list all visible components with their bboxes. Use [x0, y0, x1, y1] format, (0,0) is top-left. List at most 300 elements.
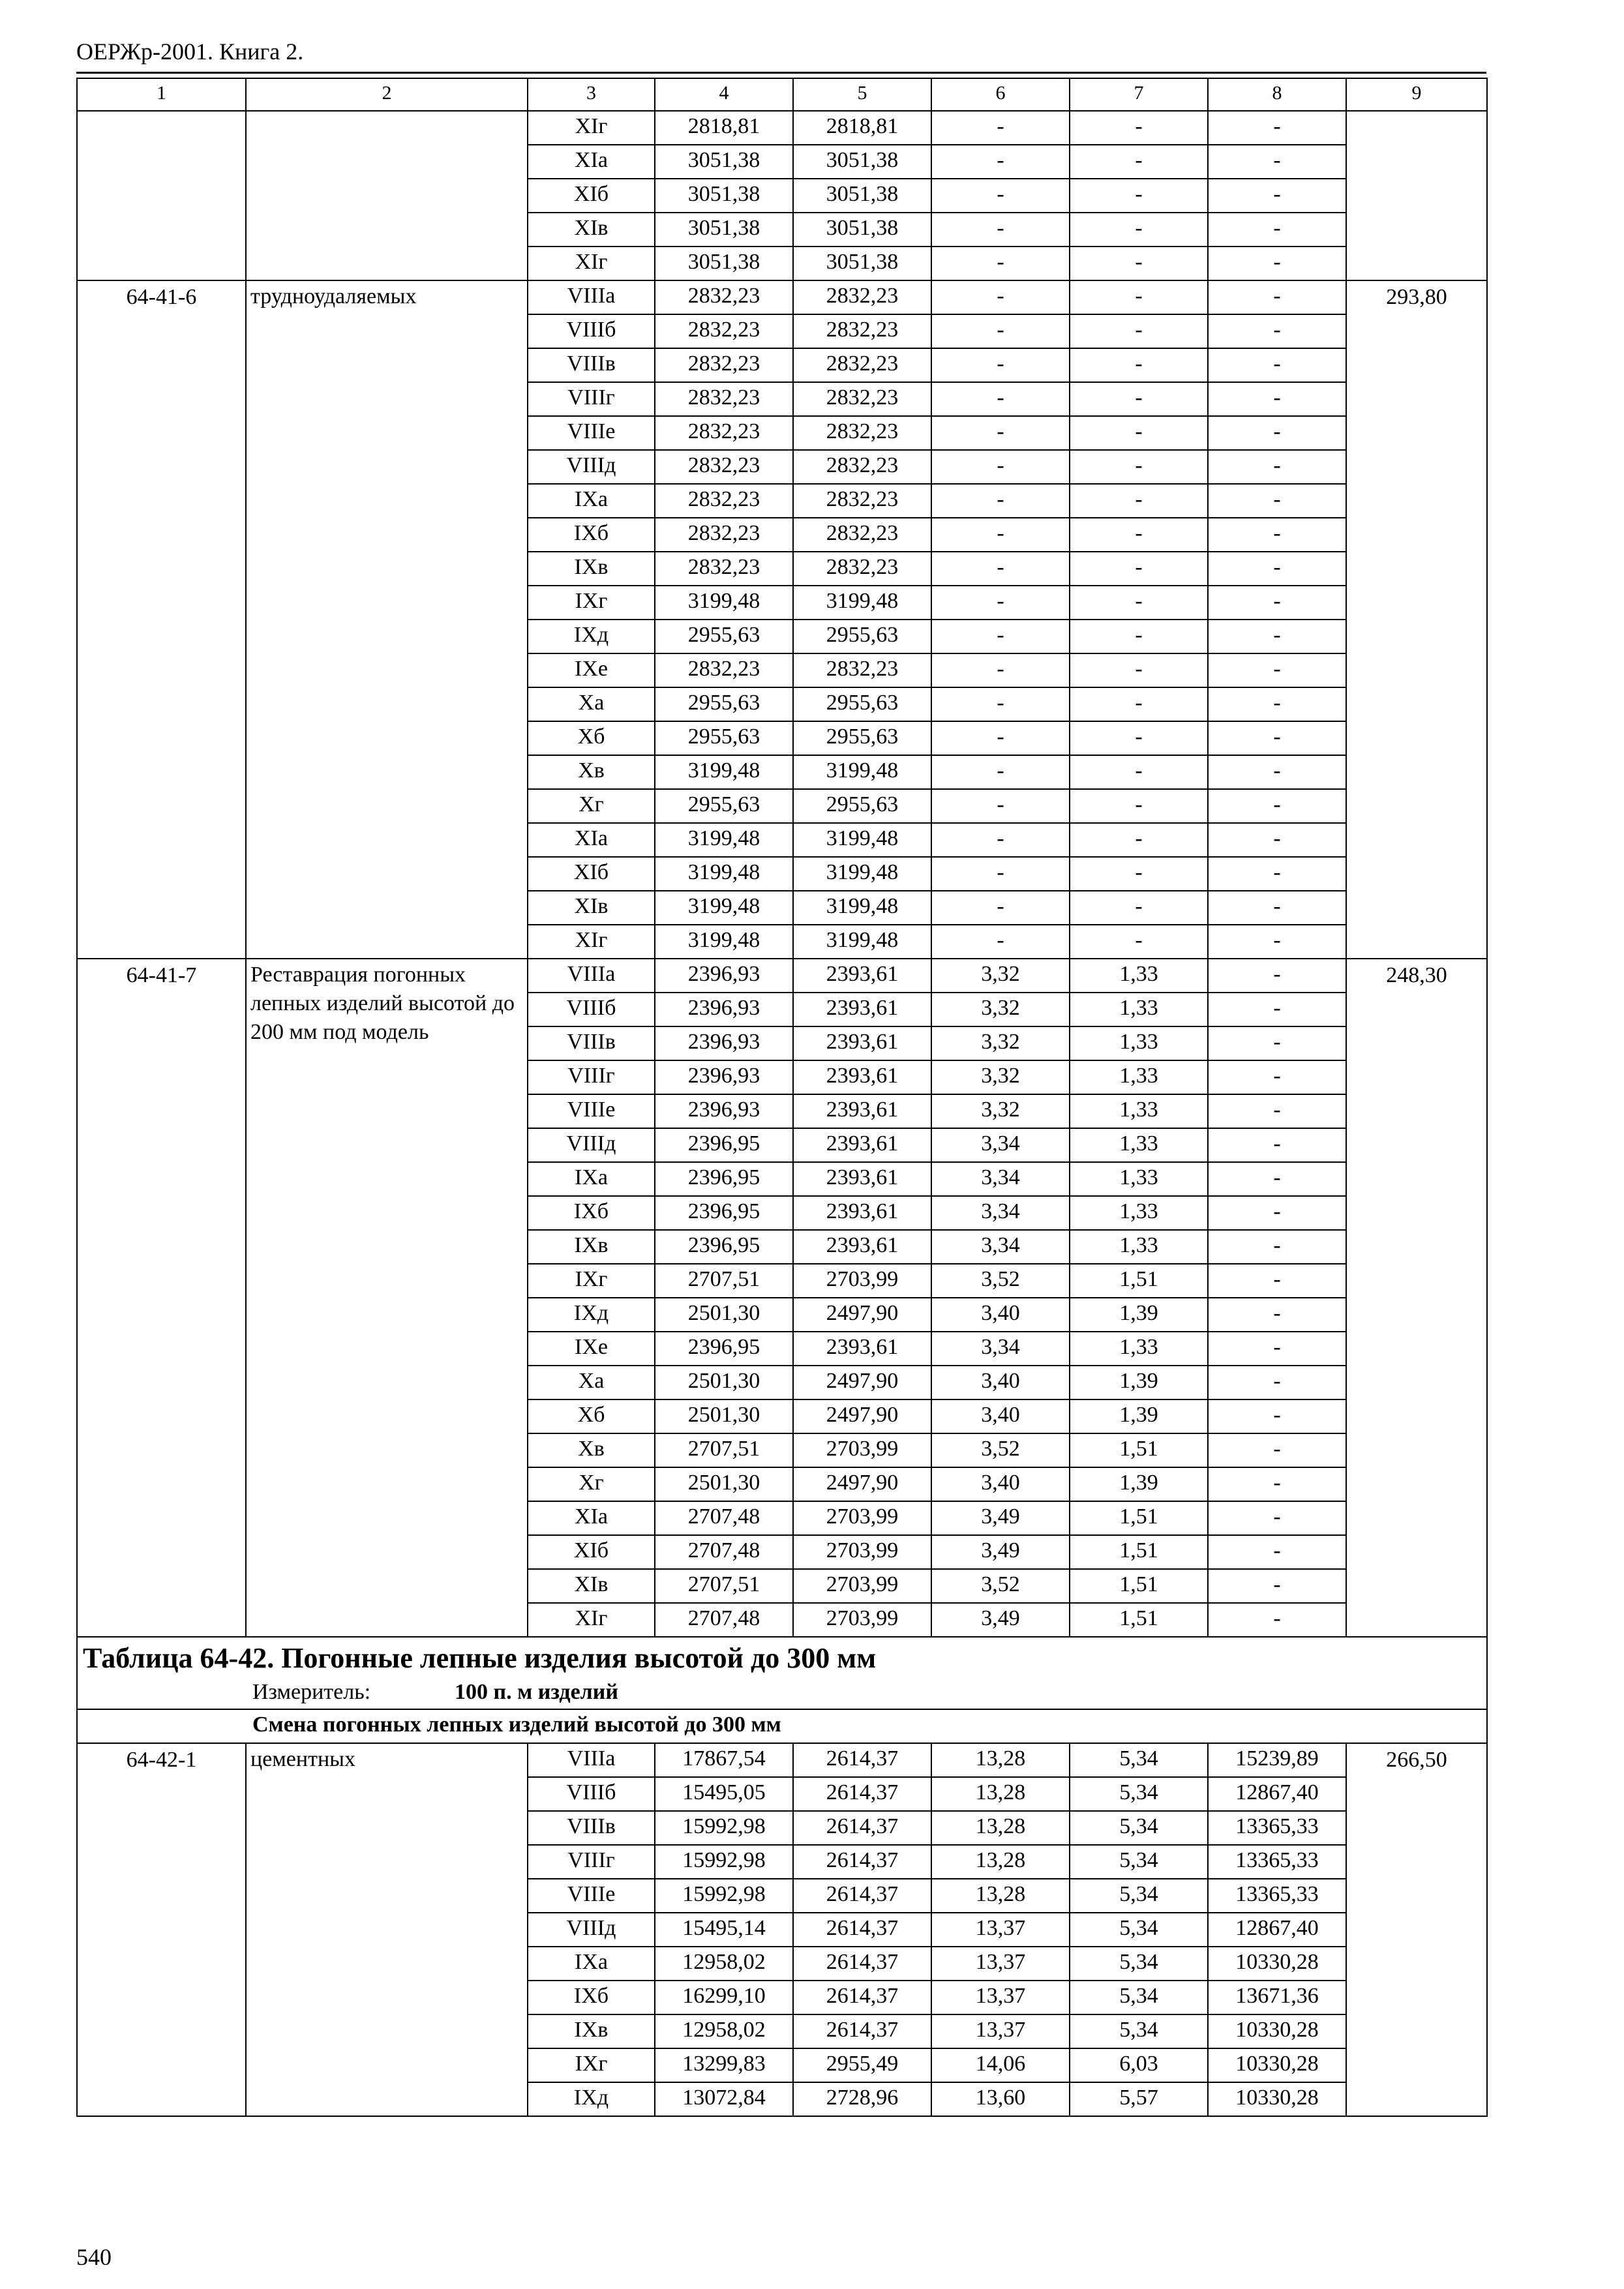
value-cell: 2393,61 — [793, 1026, 931, 1060]
region-cell: Xа — [528, 1366, 655, 1399]
value-cell: 3,49 — [931, 1501, 1070, 1535]
value-cell: 6,03 — [1070, 2048, 1208, 2082]
region-cell: XIа — [528, 823, 655, 857]
value-cell: 2832,23 — [793, 518, 931, 552]
region-cell: VIIIа — [528, 280, 655, 314]
value-cell: 2703,99 — [793, 1603, 931, 1637]
value-cell: 13365,33 — [1208, 1845, 1346, 1879]
column-number: 8 — [1208, 78, 1346, 111]
value-cell: - — [931, 111, 1070, 145]
work-name — [246, 111, 528, 280]
value-cell: - — [1070, 247, 1208, 280]
value-cell: 2501,30 — [655, 1366, 793, 1399]
value-cell: - — [1208, 620, 1346, 653]
value-cell: 2497,90 — [793, 1467, 931, 1501]
value-cell: - — [931, 823, 1070, 857]
value-cell: 3,49 — [931, 1535, 1070, 1569]
value-cell: - — [931, 755, 1070, 789]
value-cell: - — [931, 620, 1070, 653]
value-cell: 2501,30 — [655, 1298, 793, 1332]
value-cell: 2707,51 — [655, 1264, 793, 1298]
value-cell: - — [1208, 1094, 1346, 1128]
region-cell: Xа — [528, 687, 655, 721]
value-cell: - — [931, 348, 1070, 382]
value-cell: 13,37 — [931, 1913, 1070, 1947]
region-cell: VIIIа — [528, 959, 655, 993]
value-cell: - — [1208, 1230, 1346, 1264]
value-cell: 3,32 — [931, 1094, 1070, 1128]
region-cell: IXг — [528, 586, 655, 620]
value-cell: 12958,02 — [655, 2014, 793, 2048]
region-cell: Xв — [528, 1433, 655, 1467]
value-cell: - — [931, 450, 1070, 484]
value-cell: 3199,48 — [655, 823, 793, 857]
value-cell: 13072,84 — [655, 2082, 793, 2116]
value-cell: - — [931, 687, 1070, 721]
value-cell: 2393,61 — [793, 1196, 931, 1230]
value-cell: 1,39 — [1070, 1298, 1208, 1332]
value-cell: 2614,37 — [793, 1811, 931, 1845]
value-cell: 2832,23 — [655, 280, 793, 314]
value-cell: - — [1070, 721, 1208, 755]
value-cell: 3051,38 — [793, 213, 931, 247]
value-cell: 2614,37 — [793, 1777, 931, 1811]
value-cell: 13299,83 — [655, 2048, 793, 2082]
value-cell: 2832,23 — [793, 653, 931, 687]
value-cell: 5,34 — [1070, 1947, 1208, 1981]
value-cell: 3051,38 — [655, 145, 793, 179]
value-cell: - — [1208, 789, 1346, 823]
value-cell: 3,34 — [931, 1230, 1070, 1264]
region-cell: VIIIв — [528, 1811, 655, 1845]
value-cell: 2396,95 — [655, 1162, 793, 1196]
labor-cost — [1346, 111, 1487, 280]
value-cell: 15495,14 — [655, 1913, 793, 1947]
value-cell: 2832,23 — [655, 518, 793, 552]
labor-cost: 266,50 — [1346, 1743, 1487, 2116]
value-cell: 13,60 — [931, 2082, 1070, 2116]
value-cell: 2818,81 — [655, 111, 793, 145]
value-cell: 13365,33 — [1208, 1879, 1346, 1913]
value-cell: - — [1208, 1501, 1346, 1535]
value-cell: 2832,23 — [655, 416, 793, 450]
value-cell: - — [1070, 653, 1208, 687]
value-cell: 2393,61 — [793, 1128, 931, 1162]
value-cell: 2393,61 — [793, 993, 931, 1026]
value-cell: 13,37 — [931, 1981, 1070, 2014]
value-cell: 2501,30 — [655, 1399, 793, 1433]
region-cell: IXа — [528, 484, 655, 518]
region-cell: IXд — [528, 1298, 655, 1332]
table-title-cell — [77, 1637, 1487, 1709]
region-cell: VIIIа — [528, 1743, 655, 1777]
value-cell: 3,32 — [931, 993, 1070, 1026]
value-cell: 2707,48 — [655, 1535, 793, 1569]
region-cell: IXв — [528, 2014, 655, 2048]
value-cell: - — [1208, 823, 1346, 857]
value-cell: 2955,63 — [655, 687, 793, 721]
value-cell: 1,51 — [1070, 1535, 1208, 1569]
region-cell: IXб — [528, 518, 655, 552]
value-cell: - — [1070, 213, 1208, 247]
value-cell: - — [1208, 213, 1346, 247]
value-cell: 2707,51 — [655, 1569, 793, 1603]
value-cell: - — [1070, 416, 1208, 450]
value-cell: 2832,23 — [793, 416, 931, 450]
value-cell: - — [1208, 145, 1346, 179]
value-cell: 13,37 — [931, 2014, 1070, 2048]
value-cell: 5,34 — [1070, 1981, 1208, 2014]
value-cell: - — [1208, 518, 1346, 552]
value-cell: 2832,23 — [793, 382, 931, 416]
value-cell: 1,51 — [1070, 1603, 1208, 1637]
value-cell: 1,39 — [1070, 1399, 1208, 1433]
value-cell: 2703,99 — [793, 1264, 931, 1298]
value-cell: 2501,30 — [655, 1467, 793, 1501]
value-cell: 2955,63 — [793, 789, 931, 823]
region-cell: IXв — [528, 552, 655, 586]
column-number-row — [77, 78, 1487, 111]
value-cell: 3,32 — [931, 1060, 1070, 1094]
value-cell: 3,40 — [931, 1298, 1070, 1332]
region-cell: IXб — [528, 1981, 655, 2014]
value-cell: 3199,48 — [655, 925, 793, 959]
work-name: трудноудаляемых — [246, 280, 528, 959]
value-cell: 3051,38 — [655, 213, 793, 247]
value-cell: - — [1070, 857, 1208, 891]
work-name: цементных — [246, 1743, 528, 2116]
region-cell: XIа — [528, 145, 655, 179]
value-cell: 2832,23 — [655, 348, 793, 382]
value-cell: - — [1208, 1535, 1346, 1569]
value-cell: - — [931, 314, 1070, 348]
value-cell: - — [1070, 280, 1208, 314]
value-cell: - — [1070, 755, 1208, 789]
column-number: 7 — [1070, 78, 1208, 111]
value-cell: 2832,23 — [793, 348, 931, 382]
value-cell: 2832,23 — [793, 552, 931, 586]
value-cell: - — [1070, 484, 1208, 518]
region-cell: IXа — [528, 1162, 655, 1196]
value-cell: - — [1208, 1128, 1346, 1162]
value-cell: 3199,48 — [793, 857, 931, 891]
value-cell: 2396,93 — [655, 993, 793, 1026]
value-cell: 13365,33 — [1208, 1811, 1346, 1845]
value-cell: 12958,02 — [655, 1947, 793, 1981]
value-cell: 12867,40 — [1208, 1777, 1346, 1811]
value-cell: - — [1208, 1467, 1346, 1501]
value-cell: 1,51 — [1070, 1569, 1208, 1603]
value-cell: - — [931, 247, 1070, 280]
labor-cost: 293,80 — [1346, 280, 1487, 959]
value-cell: - — [1208, 1060, 1346, 1094]
region-cell: Xв — [528, 755, 655, 789]
region-cell: IXб — [528, 1196, 655, 1230]
value-cell: 5,34 — [1070, 1811, 1208, 1845]
rate-code: 64-41-6 — [77, 280, 246, 959]
region-cell: IXе — [528, 653, 655, 687]
value-cell: 13,37 — [931, 1947, 1070, 1981]
value-cell: - — [1208, 925, 1346, 959]
value-cell: - — [931, 280, 1070, 314]
value-cell: 13,28 — [931, 1879, 1070, 1913]
value-cell: - — [1070, 348, 1208, 382]
region-cell: IXд — [528, 2082, 655, 2116]
value-cell: - — [1208, 755, 1346, 789]
region-cell: VIIIб — [528, 314, 655, 348]
value-cell: 3,32 — [931, 1026, 1070, 1060]
value-cell: - — [1070, 382, 1208, 416]
value-cell: 2497,90 — [793, 1399, 931, 1433]
value-cell: - — [1070, 925, 1208, 959]
value-cell: - — [931, 721, 1070, 755]
value-cell: 2614,37 — [793, 1879, 931, 1913]
value-cell: - — [931, 416, 1070, 450]
column-number: 3 — [528, 78, 655, 111]
value-cell: 1,33 — [1070, 1230, 1208, 1264]
value-cell: 1,51 — [1070, 1501, 1208, 1535]
value-cell: 3,32 — [931, 959, 1070, 993]
value-cell: 1,33 — [1070, 1094, 1208, 1128]
value-cell: 2703,99 — [793, 1433, 931, 1467]
value-cell: 2832,23 — [793, 450, 931, 484]
value-cell: 5,34 — [1070, 1743, 1208, 1777]
region-cell: VIIIе — [528, 1094, 655, 1128]
value-cell: 15992,98 — [655, 1879, 793, 1913]
value-cell: 2393,61 — [793, 1230, 931, 1264]
value-cell: 3199,48 — [793, 891, 931, 925]
value-cell: 2955,63 — [793, 620, 931, 653]
value-cell: 15992,98 — [655, 1811, 793, 1845]
labor-cost: 248,30 — [1346, 959, 1487, 1637]
value-cell: - — [931, 484, 1070, 518]
value-cell: 2614,37 — [793, 1845, 931, 1879]
region-cell: IXв — [528, 1230, 655, 1264]
table-row — [77, 280, 1487, 314]
value-cell: - — [1070, 789, 1208, 823]
value-cell: 3,34 — [931, 1332, 1070, 1366]
value-cell: 17867,54 — [655, 1743, 793, 1777]
value-cell: 3199,48 — [655, 755, 793, 789]
value-cell: 3199,48 — [793, 823, 931, 857]
measure-line — [83, 1680, 1481, 1709]
running-header: ОЕРЖр-2001. Книга 2. — [76, 38, 304, 65]
value-cell: 3,40 — [931, 1467, 1070, 1501]
value-cell: 3199,48 — [655, 586, 793, 620]
value-cell: 2393,61 — [793, 1094, 931, 1128]
value-cell: - — [931, 857, 1070, 891]
value-cell: 5,34 — [1070, 1845, 1208, 1879]
region-cell: VIIIе — [528, 1879, 655, 1913]
value-cell: - — [1070, 687, 1208, 721]
value-cell: - — [1208, 687, 1346, 721]
region-cell: XIб — [528, 1535, 655, 1569]
value-cell: - — [1208, 179, 1346, 213]
value-cell: - — [1070, 552, 1208, 586]
value-cell: 2832,23 — [655, 552, 793, 586]
value-cell: 2497,90 — [793, 1366, 931, 1399]
region-cell: VIIIг — [528, 1845, 655, 1879]
value-cell: 2832,23 — [793, 314, 931, 348]
value-cell: 2703,99 — [793, 1501, 931, 1535]
value-cell: - — [931, 179, 1070, 213]
table-row — [77, 1743, 1487, 1777]
value-cell: - — [931, 586, 1070, 620]
value-cell: 3,34 — [931, 1162, 1070, 1196]
value-cell: - — [931, 789, 1070, 823]
value-cell: 13,28 — [931, 1845, 1070, 1879]
value-cell: - — [1208, 586, 1346, 620]
value-cell: 3199,48 — [655, 891, 793, 925]
value-cell: 1,33 — [1070, 1162, 1208, 1196]
table-row — [77, 111, 1487, 145]
value-cell: 13,28 — [931, 1743, 1070, 1777]
region-cell: XIг — [528, 247, 655, 280]
value-cell: 5,34 — [1070, 1777, 1208, 1811]
value-cell: - — [1208, 959, 1346, 993]
table-row — [77, 959, 1487, 993]
region-cell: Xб — [528, 721, 655, 755]
value-cell: 2955,63 — [655, 620, 793, 653]
value-cell: 2396,93 — [655, 1026, 793, 1060]
value-cell: 2396,95 — [655, 1196, 793, 1230]
value-cell: 2707,48 — [655, 1501, 793, 1535]
region-cell: VIIIе — [528, 416, 655, 450]
region-cell: XIб — [528, 857, 655, 891]
region-cell: XIв — [528, 891, 655, 925]
region-cell: VIIIб — [528, 1777, 655, 1811]
rate-code: 64-41-7 — [77, 959, 246, 1637]
value-cell: 2614,37 — [793, 2014, 931, 2048]
region-cell: VIIIг — [528, 382, 655, 416]
value-cell: - — [1070, 145, 1208, 179]
value-cell: 3051,38 — [655, 179, 793, 213]
value-cell: - — [931, 213, 1070, 247]
value-cell: 5,57 — [1070, 2082, 1208, 2116]
value-cell: 2614,37 — [793, 1947, 931, 1981]
value-cell: 3051,38 — [793, 145, 931, 179]
region-cell: XIв — [528, 1569, 655, 1603]
value-cell: 3199,48 — [655, 857, 793, 891]
value-cell: - — [1208, 450, 1346, 484]
value-cell: - — [1208, 1569, 1346, 1603]
value-cell: 16299,10 — [655, 1981, 793, 2014]
region-cell: Xг — [528, 789, 655, 823]
region-cell: VIIIг — [528, 1060, 655, 1094]
section-title: Смена погонных лепных изделий высотой до 300 мм — [77, 1709, 1487, 1743]
value-cell: 2832,23 — [655, 653, 793, 687]
region-cell: Xг — [528, 1467, 655, 1501]
value-cell: 2955,63 — [793, 687, 931, 721]
value-cell: - — [1208, 1162, 1346, 1196]
value-cell: 2614,37 — [793, 1981, 931, 2014]
value-cell: 12867,40 — [1208, 1913, 1346, 1947]
value-cell: 2832,23 — [655, 382, 793, 416]
region-cell: VIIIб — [528, 993, 655, 1026]
column-number: 5 — [793, 78, 931, 111]
region-cell: IXг — [528, 2048, 655, 2082]
value-cell: - — [1208, 721, 1346, 755]
value-cell: - — [1208, 1433, 1346, 1467]
value-cell: - — [1070, 314, 1208, 348]
value-cell: - — [1208, 993, 1346, 1026]
value-cell: 2955,63 — [793, 721, 931, 755]
region-cell: VIIIд — [528, 450, 655, 484]
value-cell: 2393,61 — [793, 1332, 931, 1366]
region-cell: IXд — [528, 620, 655, 653]
value-cell: - — [931, 925, 1070, 959]
column-number: 9 — [1346, 78, 1487, 111]
column-number: 2 — [246, 78, 528, 111]
value-cell: 2396,95 — [655, 1128, 793, 1162]
value-cell: 13671,36 — [1208, 1981, 1346, 2014]
value-cell: - — [1208, 1196, 1346, 1230]
value-cell: 2832,23 — [655, 484, 793, 518]
value-cell: 3,40 — [931, 1399, 1070, 1433]
region-cell: IXа — [528, 1947, 655, 1981]
value-cell: 2955,49 — [793, 2048, 931, 2082]
value-cell: 3,52 — [931, 1569, 1070, 1603]
value-cell: 2832,23 — [793, 484, 931, 518]
value-cell: 2703,99 — [793, 1535, 931, 1569]
value-cell: 2707,51 — [655, 1433, 793, 1467]
value-cell: 10330,28 — [1208, 2082, 1346, 2116]
value-cell: 10330,28 — [1208, 1947, 1346, 1981]
value-cell: 1,39 — [1070, 1366, 1208, 1399]
region-cell: XIг — [528, 111, 655, 145]
value-cell: 3051,38 — [655, 247, 793, 280]
value-cell: - — [1070, 179, 1208, 213]
value-cell: 5,34 — [1070, 1879, 1208, 1913]
value-cell: 2955,63 — [655, 789, 793, 823]
value-cell: - — [931, 552, 1070, 586]
value-cell: - — [1208, 1399, 1346, 1433]
value-cell: 10330,28 — [1208, 2014, 1346, 2048]
value-cell: 1,33 — [1070, 1128, 1208, 1162]
value-cell: 3,49 — [931, 1603, 1070, 1637]
value-cell: - — [1070, 111, 1208, 145]
value-cell: 5,34 — [1070, 2014, 1208, 2048]
value-cell: - — [1208, 1366, 1346, 1399]
region-cell: XIв — [528, 213, 655, 247]
value-cell: - — [1208, 857, 1346, 891]
value-cell: 2707,48 — [655, 1603, 793, 1637]
value-cell: - — [1070, 450, 1208, 484]
region-cell: Xб — [528, 1399, 655, 1433]
value-cell: - — [1070, 891, 1208, 925]
value-cell: 2955,63 — [655, 721, 793, 755]
measure-label: Измеритель: — [252, 1680, 371, 1704]
value-cell: 2393,61 — [793, 1162, 931, 1196]
value-cell: 1,51 — [1070, 1433, 1208, 1467]
value-cell: 2396,93 — [655, 1094, 793, 1128]
value-cell: - — [1208, 111, 1346, 145]
region-cell: IXг — [528, 1264, 655, 1298]
value-cell: 2832,23 — [655, 314, 793, 348]
value-cell: 2703,99 — [793, 1569, 931, 1603]
region-cell: VIIIд — [528, 1913, 655, 1947]
value-cell: 1,33 — [1070, 1196, 1208, 1230]
value-cell: 3,52 — [931, 1264, 1070, 1298]
value-cell: 1,33 — [1070, 993, 1208, 1026]
value-cell: - — [1208, 382, 1346, 416]
value-cell: 2818,81 — [793, 111, 931, 145]
rate-code: 64-42-1 — [77, 1743, 246, 2116]
header-rule — [76, 72, 1486, 74]
value-cell: 14,06 — [931, 2048, 1070, 2082]
value-cell: 3199,48 — [793, 925, 931, 959]
region-cell: VIIIв — [528, 1026, 655, 1060]
